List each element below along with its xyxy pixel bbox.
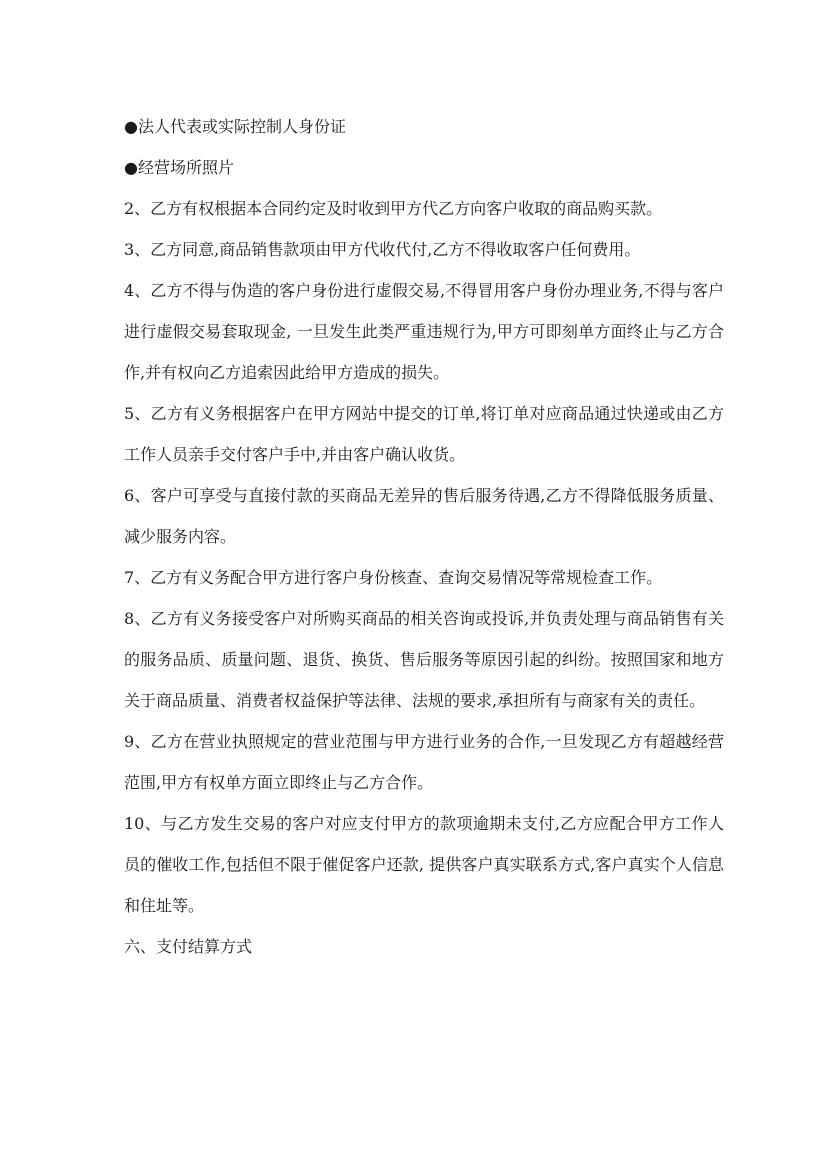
document-body [124,106,724,967]
paragraph-clause-7: 7、乙方有义务配合甲方进行客户身份核查、查询交易情况等常规检查工作。 [124,568,663,587]
paragraph-clause-9: 9、乙方在营业执照规定的营业范围与甲方进行业务的合作,一旦发现乙方有超越经营范围,甲方有权单方面立即终止与乙方合作。 [124,732,724,792]
section-heading-payment: 六、支付结算方式 [124,937,253,956]
paragraph-clause-5: 5、乙方有义务根据客户在甲方网站中提交的订单,将订单对应商品通过快递或由乙方工作人员亲手交付客户手中,并由客户确认收货。 [124,404,724,464]
paragraph-clause-4: 4、乙方不得与伪造的客户身份进行虚假交易,不得冒用客户身份办理业务,不得与客户进行虚假交易套取现金, 一旦发生此类严重违规行为,甲方可即刻单方面终止与乙方合作,并有权向乙方追索因此给甲方造成的损失。 [124,281,724,382]
paragraph-business-photo: ●经营场所照片 [124,158,234,177]
paragraph-id-card: ●法人代表或实际控制人身份证 [124,117,346,136]
paragraph-clause-3: 3、乙方同意,商品销售款项由甲方代收代付,乙方不得收取客户任何费用。 [124,240,641,259]
paragraph-clause-6: 6、客户可享受与直接付款的买商品无差异的售后服务待遇,乙方不得降低服务质量、减少服务内容。 [124,486,724,546]
paragraph-clause-10: 10、与乙方发生交易的客户对应支付甲方的款项逾期未支付,乙方应配合甲方工作人员的催收工作,包括但不限于催促客户还款, 提供客户真实联系方式,客户真实个人信息和住址等。 [124,814,724,915]
paragraph-clause-8: 8、乙方有义务接受客户对所购买商品的相关咨询或投诉,并负责处理与商品销售有关的服务品质、质量问题、退货、换货、售后服务等原因引起的纠纷。按照国家和地方关于商品质量、消费者权益保护等法律、法规的要求,承担所有与商家有关的责任。 [124,609,724,710]
paragraph-clause-2: 2、乙方有权根据本合同约定及时收到甲方代乙方向客户收取的商品购买款。 [124,199,663,218]
